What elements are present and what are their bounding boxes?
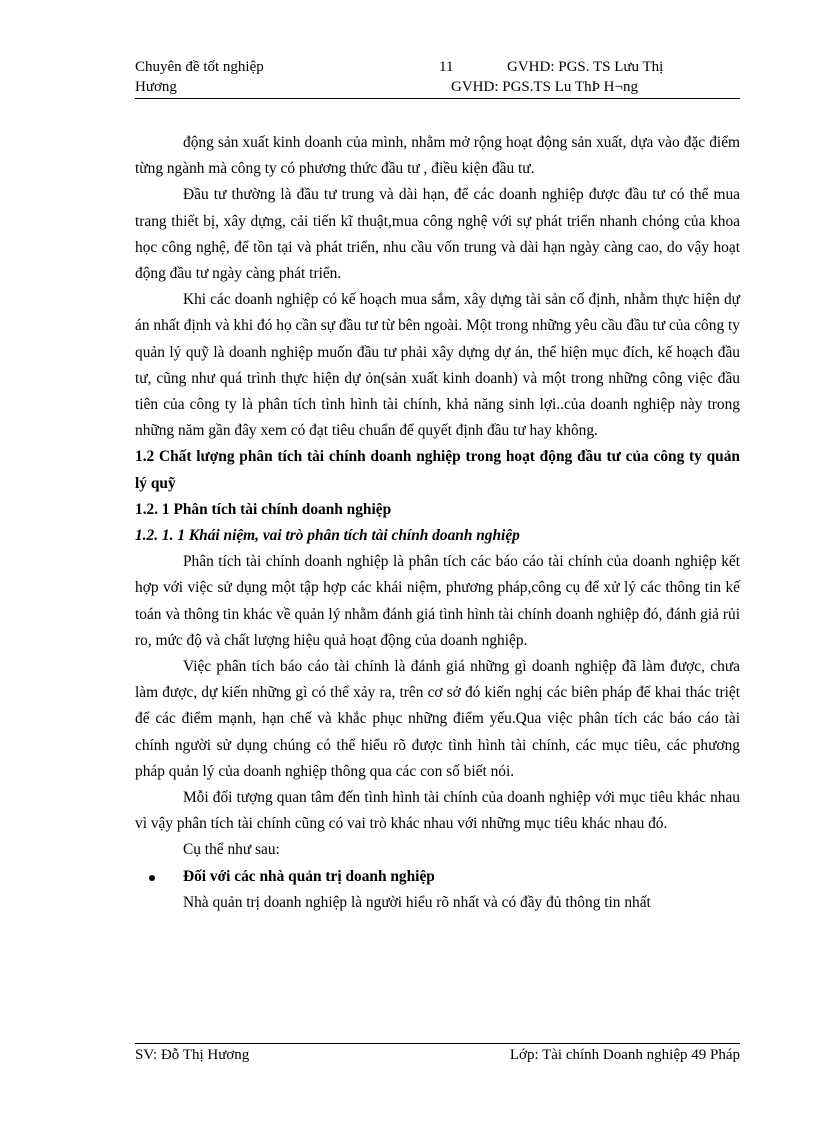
document-body: [135, 130, 740, 916]
bullet-item: [135, 864, 740, 890]
header-advisor-garbled: GVHD: PGS.TS Lu ThÞ H¬ng: [451, 79, 638, 95]
section-heading-1-2-1: 1.2. 1 Phân tích tài chính doanh nghiệp: [135, 500, 392, 518]
footer-class: Lớp: Tài chính Doanh nghiệp 49 Pháp: [509, 1047, 740, 1063]
section-heading-1-2: 1.2 Chất lượng phân tích tài chính doanh nghiệp trong hoạt động đầu tư của công ty quản lý quỹ: [135, 448, 740, 492]
bullet-text: Đối với các nhà quản trị doanh nghiệp: [183, 867, 435, 885]
header-divider: [135, 98, 740, 99]
footer-divider: [135, 1043, 740, 1044]
paragraph: Nhà quản trị doanh nghiệp là người hiểu rõ nhất và có đầy đủ thông tin nhất: [183, 893, 651, 911]
bullet-dot-icon: [149, 875, 155, 881]
header-advisor: GVHD: PGS. TS Lưu Thị: [507, 59, 664, 75]
paragraph: Phân tích tài chính doanh nghiệp là phân tích các báo cáo tài chính của doanh nghiệp kết hợp với việc sử dụng một tập hợp các khái niệm, phương pháp,công cụ để xử lý các thông tin kế toán và thông tin khác về quản lý nhằm đánh giá tình hình tài chính doanh nghiệp đó, đánh giả rủi ro, mức độ và chất lượng hiệu quả hoạt động của doanh nghiệp.: [135, 553, 740, 649]
paragraph: Việc phân tích báo cáo tài chính là đánh giá những gì doanh nghiệp đã làm được, chưa làm được, dự kiến những gì có thể xảy ra, trên cơ sở đó kiến nghị các biên pháp để khai thác triệt để các điểm mạnh, hạn chế và khắc phục những điểm yếu.Qua việc phân tích các báo cáo tài chính người sử dụng chúng có thể hiểu rõ được tình hình tài chính, các mục tiêu, các phương pháp quản lý của doanh nghiệp thông qua các con số biết nói.: [135, 658, 740, 780]
footer-student: SV: Đỗ Thị Hương: [135, 1047, 250, 1063]
header-doc-title: Chuyên đề tốt nghiệp: [135, 59, 264, 75]
paragraph: động sản xuất kinh doanh của mình, nhằm mở rộng hoạt động sản xuất, dựa vào đặc điểm từng ngành mà công ty có phương thức đầu tư , điều kiện đầu tư.: [135, 134, 740, 178]
paragraph: Mỗi đối tượng quan tâm đến tình hình tài chính của doanh nghiệp với mục tiêu khác nhau vì vậy phân tích tài chính cũng có vai trò khác nhau với những mục tiêu khác nhau đó.: [135, 789, 740, 833]
document-page: [135, 0, 740, 1123]
paragraph: Đầu tư thường là đầu tư trung và dài hạn, để các doanh nghiệp được đầu tư có thể mua trang thiết bị, xây dựng, cải tiến kĩ thuật,mua công nghệ với sự phát triển nhanh chóng của khoa học công nghệ, để tồn tại và phát triển, nhu cầu vốn trung và dài hạn ngày càng cao, do vậy hoạt động đầu tư ngày càng phát triển.: [135, 186, 740, 283]
header-page-number: 11: [439, 59, 454, 75]
section-heading-1-2-1-1: 1.2. 1. 1 Khái niệm, vai trò phân tích tài chính doanh nghiệp: [135, 527, 520, 545]
header-advisor-continued: Hương: [135, 79, 177, 95]
paragraph: Cụ thể như sau:: [183, 841, 280, 859]
paragraph: Khi các doanh nghiệp có kế hoạch mua sắm, xây dựng tài sản cố định, nhằm thực hiện dự án nhất định và khi đó họ cần sự đầu tư từ bên ngoài. Một trong những yêu cầu đầu tư của công ty quản lý quỹ là doanh nghiệp muốn đầu tư phải xây dựng dự án, thể hiện mục đích, kế hoạch đầu tư, cũng như quá trình thực hiện dự ỏn(sản xuất kinh doanh) và một trong những công việc đầu tiên của công ty là phân tích tình hình tài chính, khả năng sinh lợi..của doanh nghiệp này trong những năm gần đây xem có đạt tiêu chuẩn để quyết định đầu tư hay không.: [135, 291, 740, 440]
